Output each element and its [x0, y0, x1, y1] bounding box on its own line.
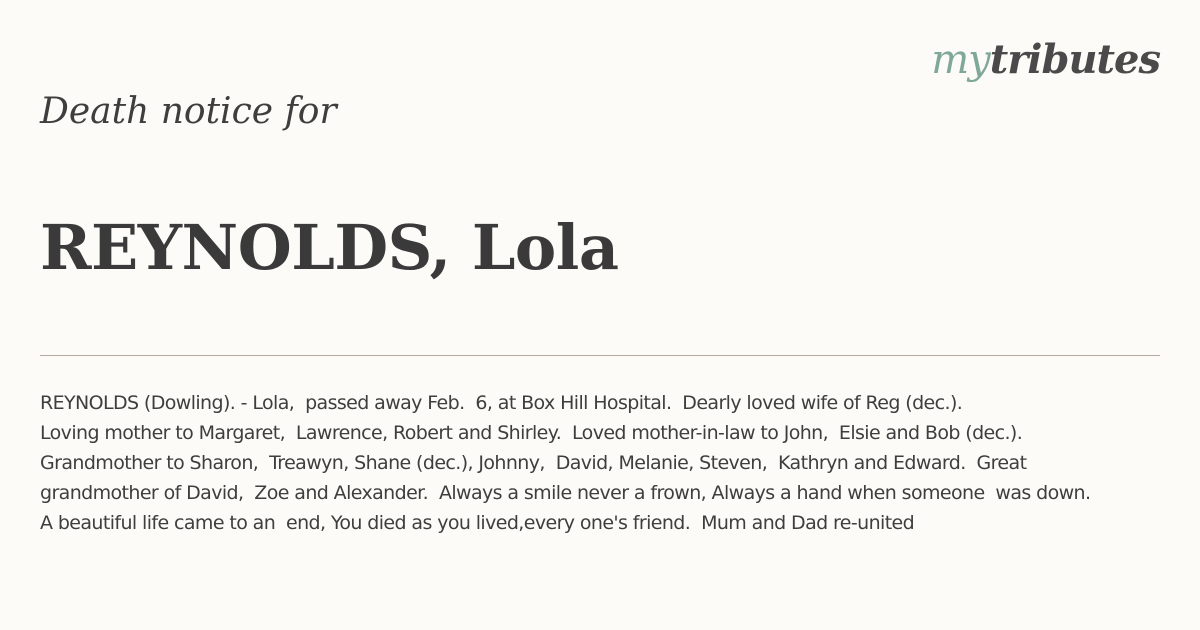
- notice-line-4: grandmother of David, Zoe and Alexander. Always a smile never a frown, Always a hand when someone was down.: [40, 482, 1091, 504]
- notice-line-5: A beautiful life came to an end, You died as you lived,every one's friend. Mum and Dad re-united: [40, 512, 915, 534]
- notice-line-1: REYNOLDS (Dowling). - Lola, passed away Feb. 6, at Box Hill Hospital. Dearly loved wife of Reg (dec.).: [40, 392, 963, 414]
- notice-text: [40, 388, 1200, 538]
- deceased-name: REYNOLDS, Lola: [40, 211, 619, 284]
- logo-tributes: tributes: [989, 36, 1160, 83]
- divider: [40, 355, 1160, 356]
- notice-line-2: Loving mother to Margaret, Lawrence, Robert and Shirley. Loved mother-in-law to John, Elsie and Bob (dec.).: [40, 422, 1023, 444]
- logo-my: my: [931, 37, 990, 83]
- mytributes-logo[interactable]: [931, 34, 1160, 86]
- death-notice-label: Death notice for: [40, 91, 337, 132]
- notice-line-3: Grandmother to Sharon, Treawyn, Shane (dec.), Johnny, David, Melanie, Steven, Kathryn and Edward. Great: [40, 452, 1027, 474]
